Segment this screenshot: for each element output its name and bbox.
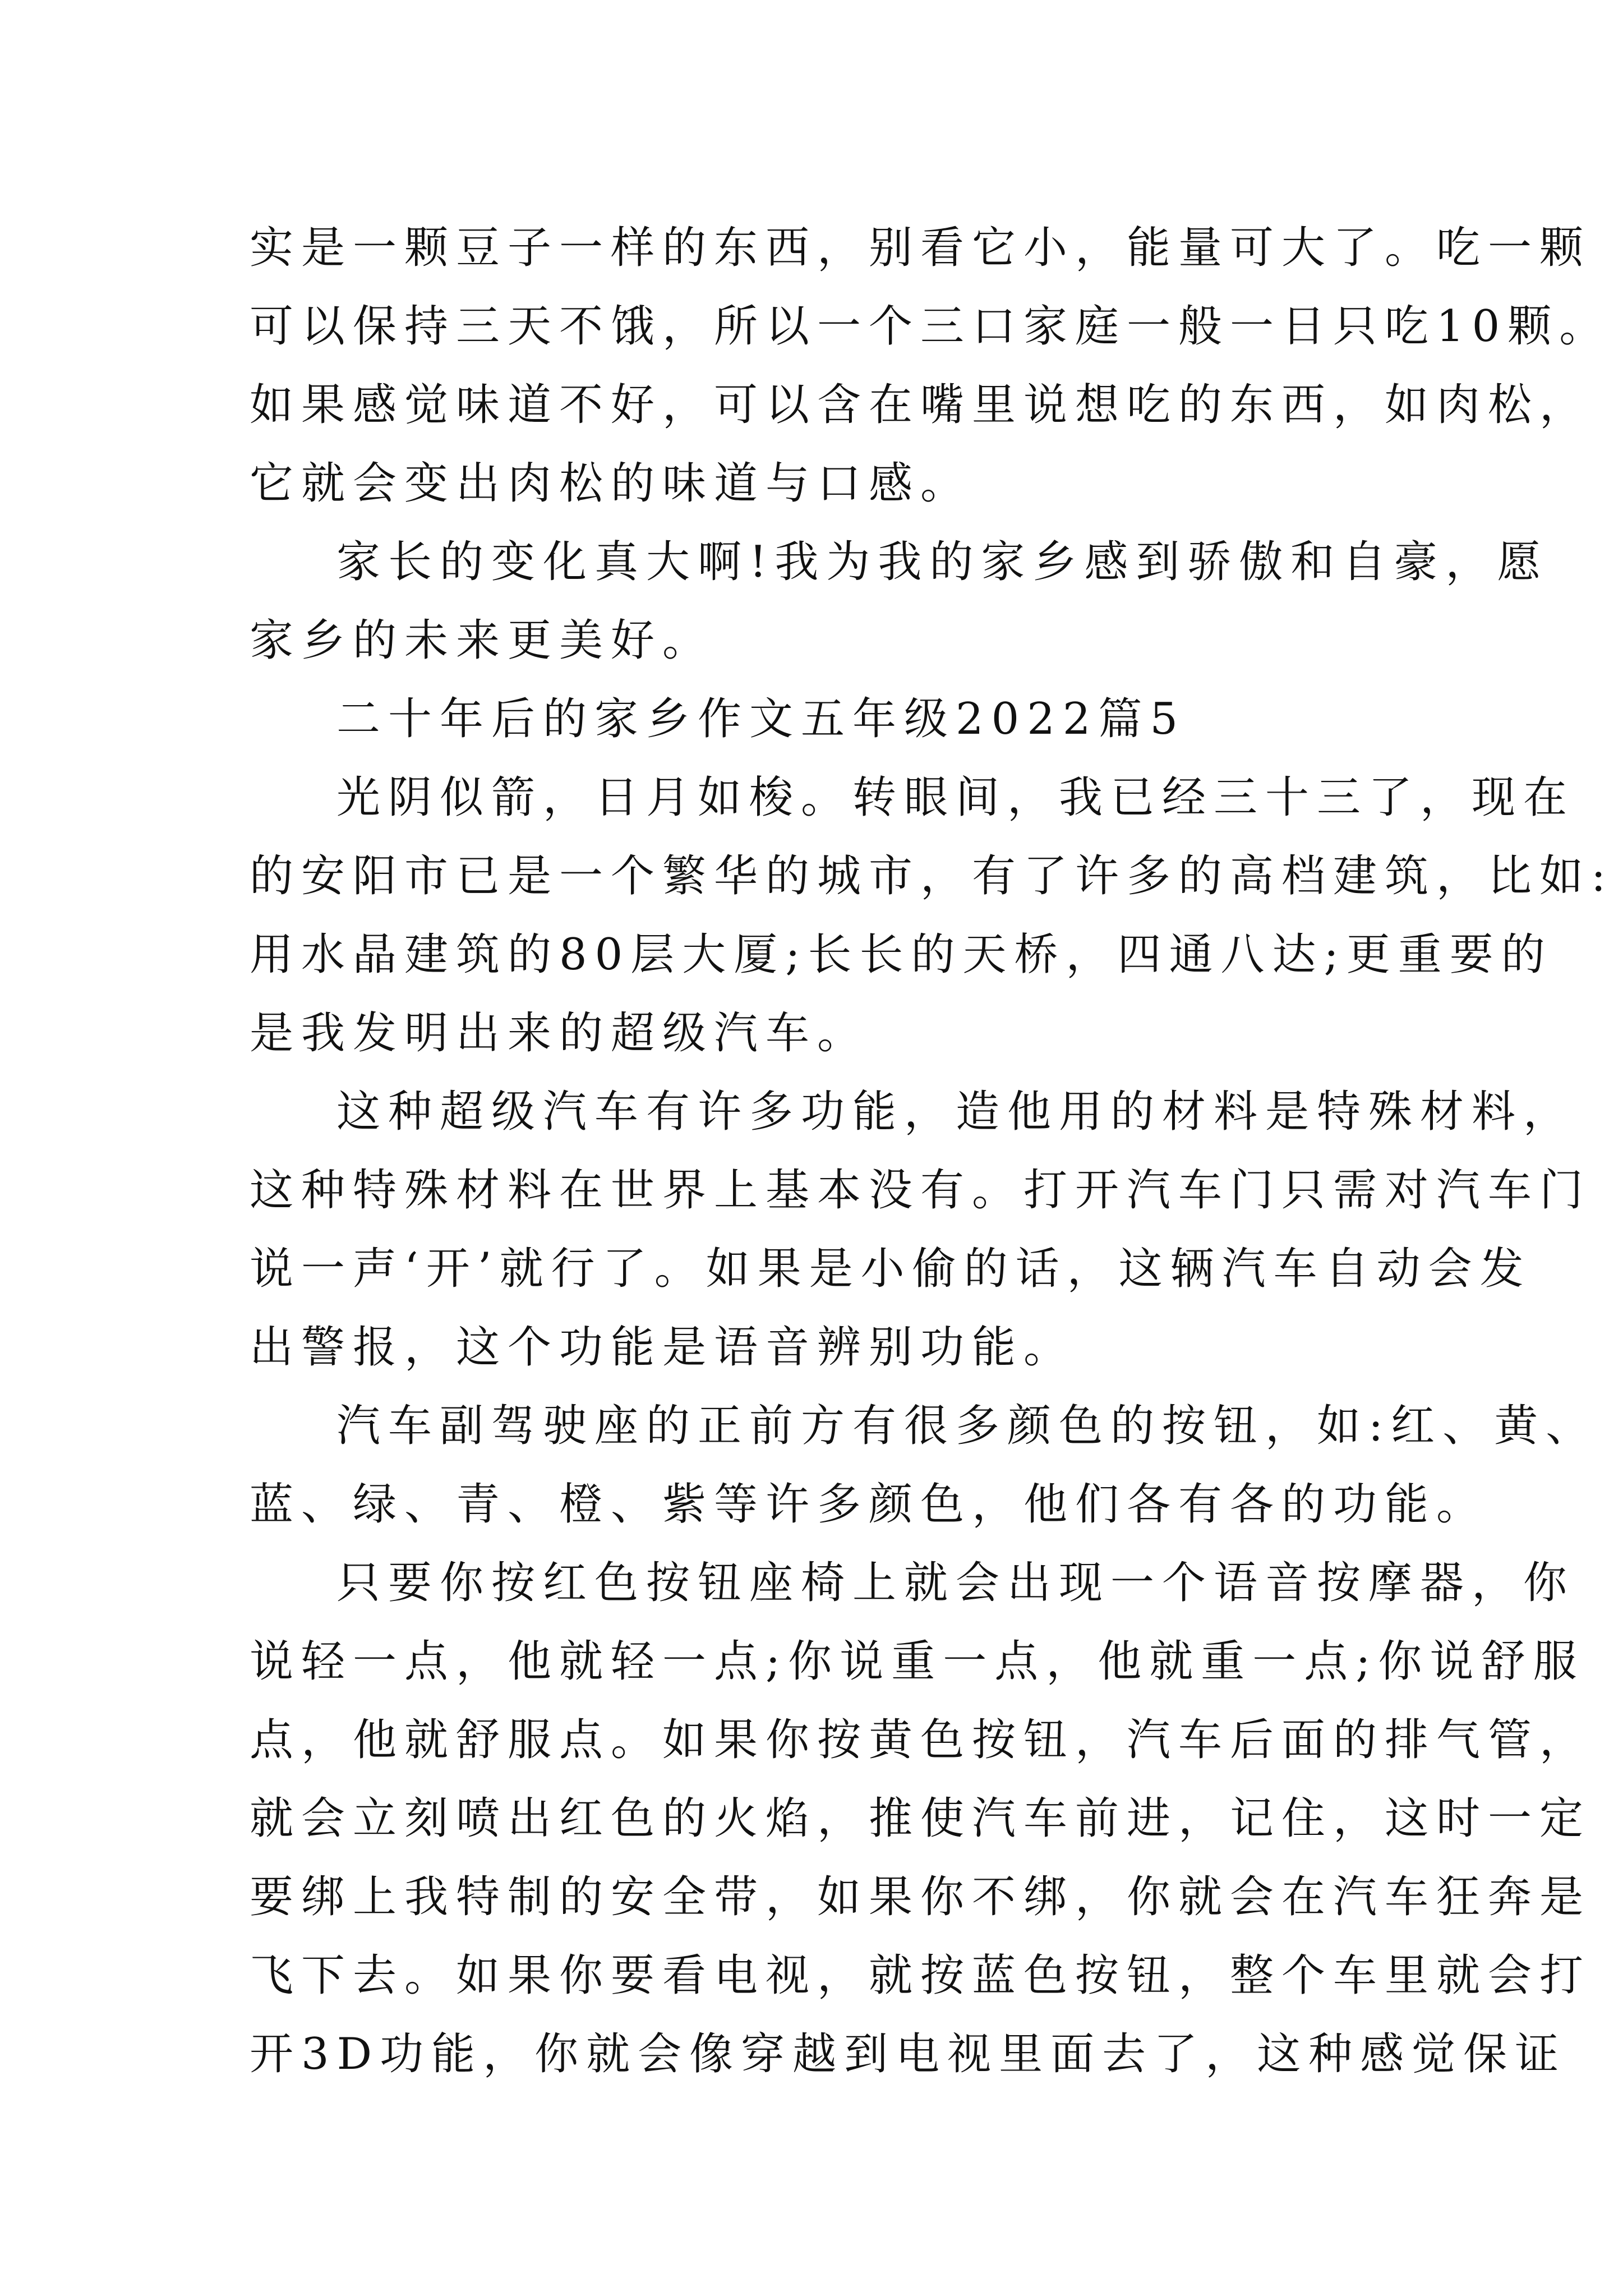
section-heading: 二十年后的家乡作文五年级2022篇5 [336,694,1186,744]
text-line: 飞下去。如果你要看电视，就按蓝色按钮，整个车里就会打 [250,1950,1592,2001]
text-line: 它就会变出肉松的味道与口感。 [250,458,972,509]
paragraph-first-line: 汽车副驾驶座的正前方有很多颜色的按钮，如:红、黄、 [336,1401,1598,1451]
text-line: 出警报，这个功能是语音辨别功能。 [250,1322,1076,1373]
text-line: 开3D功能，你就会像穿越到电视里面去了，这种感觉保证 [250,2029,1567,2079]
text-line: 点，他就舒服点。如果你按黄色按钮，汽车后面的排气管， [250,1715,1592,1765]
text-line: 的安阳市已是一个繁华的城市，有了许多的高档建筑，比如: [250,851,1614,901]
text-line: 实是一颗豆子一样的东西，别看它小，能量可大了。吃一颗 [250,223,1592,273]
paragraph-first-line: 这种超级汽车有许多功能，造他用的材料是特殊材料， [336,1087,1575,1137]
text-line: 家乡的未来更美好。 [250,615,714,666]
text-line: 这种特殊材料在世界上基本没有。打开汽车门只需对汽车门 [250,1165,1592,1216]
text-line: 用水晶建筑的80层大厦;长长的天桥，四通八达;更重要的 [250,930,1553,980]
text-line: 就会立刻喷出红色的火焰，推使汽车前进，记住，这时一定 [250,1793,1592,1844]
text-line: 说一声‘开’就行了。如果是小偷的话，这辆汽车自动会发 [250,1244,1532,1294]
paragraph-first-line: 光阴似箭，日月如梭。转眼间，我已经三十三了，现在 [336,772,1575,823]
text-line: 是我发明出来的超级汽车。 [250,1008,869,1059]
text-line: 说轻一点，他就轻一点;你说重一点，他就重一点;你说舒服 [250,1636,1585,1687]
text-line: 蓝、绿、青、橙、紫等许多颜色，他们各有各的功能。 [250,1479,1488,1530]
text-line: 如果感觉味道不好，可以含在嘴里说想吃的东西，如肉松， [250,380,1592,430]
paragraph-first-line: 家长的变化真大啊!我为我的家乡感到骄傲和自豪，愿 [336,537,1549,587]
paragraph-first-line: 只要你按红色按钮座椅上就会出现一个语音按摩器，你 [336,1558,1575,1608]
text-line: 可以保持三天不饿，所以一个三口家庭一般一日只吃10颗。 [250,301,1611,352]
text-line: 要绑上我特制的安全带，如果你不绑，你就会在汽车狂奔是 [250,1872,1592,1922]
